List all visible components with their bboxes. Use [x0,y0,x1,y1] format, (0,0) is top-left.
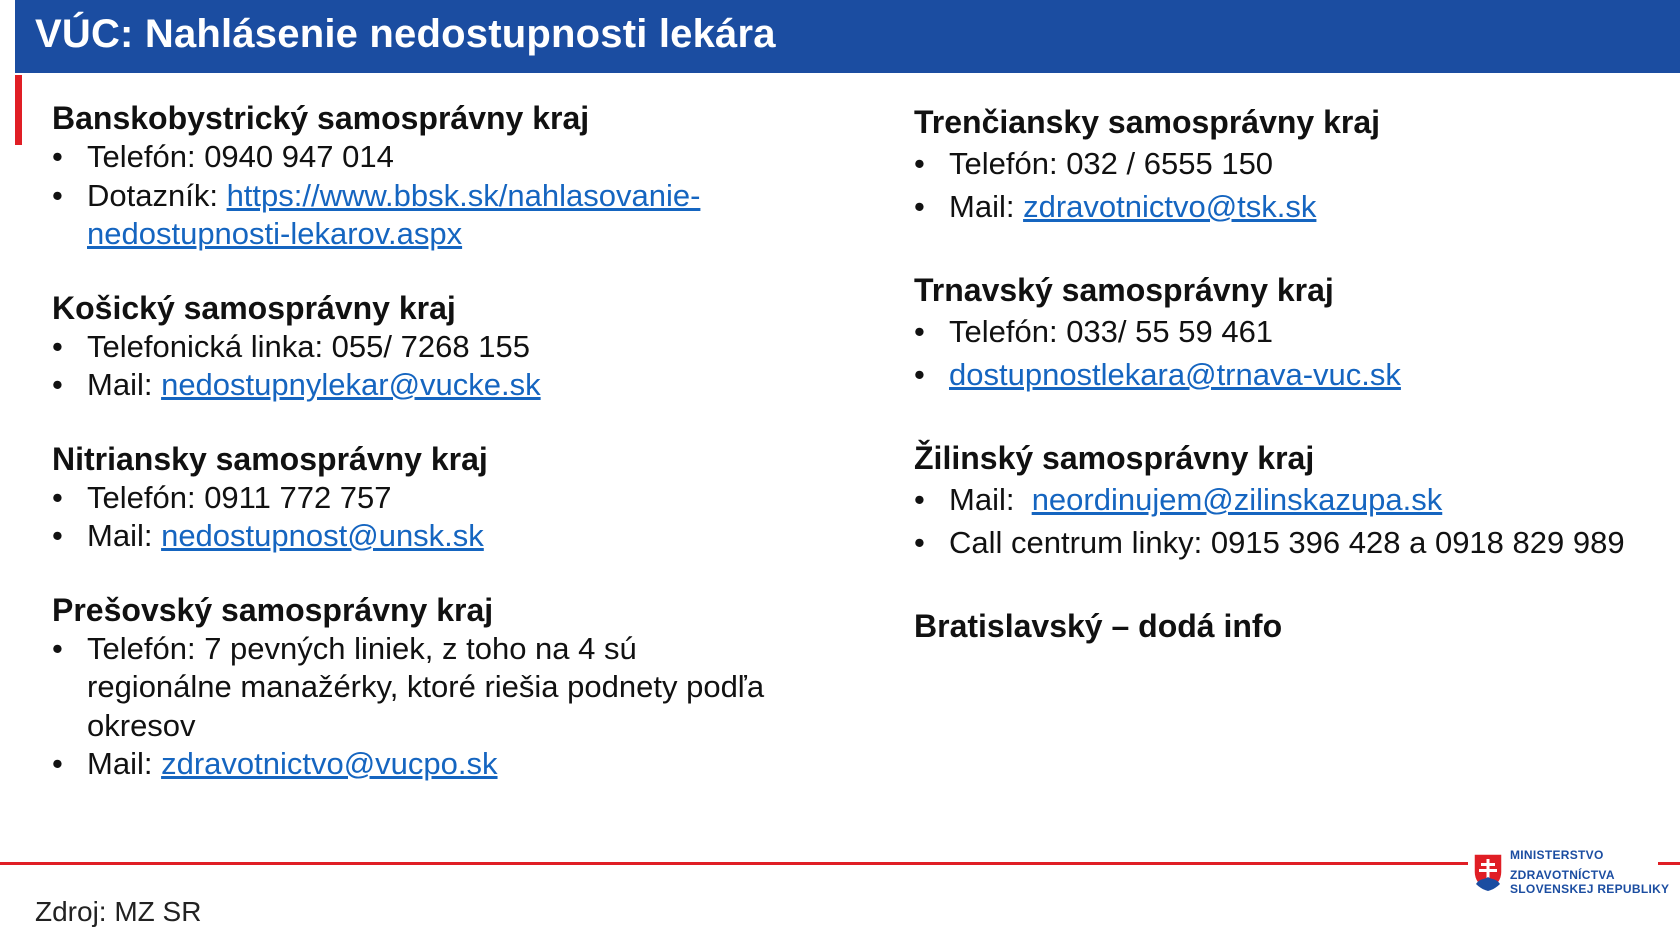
mail-item [52,517,812,556]
survey-item [52,177,812,254]
call-center-item: • Call centrum linky: 0915 396 428 a 0918 829 989 [914,521,1674,564]
mail-item [914,353,1674,396]
footer-divider [0,862,1468,865]
mail-label: Mail: [949,482,1032,517]
phone-item: • Telefón: 0940 947 014 [52,138,812,177]
mail-label: Mail: [87,746,162,781]
ministry-name [1510,848,1680,896]
region-nitriansky [52,439,812,556]
red-accent-bar [15,75,22,145]
mail-link[interactable]: dostupnostlekara@trnava-vuc.sk [949,357,1401,392]
phone-item: • Telefón: 7 pevných liniek, z toho na 4 sú regionálne manažérky, ktoré riešia podnety podľa okresov [52,630,787,746]
region-bratislavsky-heading: Bratislavský – dodá info [914,608,1283,644]
mail-label: Mail: [87,518,162,553]
region-zilinsky [914,438,1674,564]
region-heading: Košický samosprávny kraj [52,289,456,326]
contact-list [52,630,812,784]
mail-item [52,745,812,784]
contact-list [914,142,1674,228]
contact-list [52,479,812,556]
region-heading: Trnavský samosprávny kraj [914,272,1334,308]
mail-link[interactable]: zdravotnictvo@vucpo.sk [161,746,498,781]
contact-list [52,138,812,254]
mail-label: Mail: [87,367,162,402]
source-note: Zdroj: MZ SR [35,896,202,927]
logo-line-2: ZDRAVOTNÍCTVA [1510,868,1615,882]
mail-item [52,366,812,405]
mail-link[interactable]: nedostupnylekar@vucke.sk [161,367,541,402]
phone-item: • Telefonická linka: 055/ 7268 155 [52,328,812,367]
title-bar [15,0,1680,73]
logo-line-3: SLOVENSKEJ REPUBLIKY [1510,882,1670,896]
slovak-coat-of-arms-icon [1472,852,1504,892]
contact-list [914,310,1674,396]
survey-label: Dotazník: [87,177,227,213]
left-column [52,98,812,818]
contact-list [914,478,1674,564]
ministry-logo [1470,848,1675,898]
mail-link[interactable]: neordinujem@zilinskazupa.sk [1031,482,1443,517]
phone-item: • Telefón: 032 / 6555 150 [914,142,1674,185]
right-column [914,102,1674,646]
mail-link[interactable]: nedostupnost@unsk.sk [161,518,484,553]
survey-link[interactable]: https://www.bbsk.sk/nahlasovanie-nedostupnosti-lekarov.aspx [87,177,701,251]
region-kosicky [52,288,812,405]
contact-list [52,328,812,405]
region-presovsky [52,590,812,784]
phone-item: • Telefón: 0911 772 757 [52,479,812,518]
region-heading: Nitriansky samosprávny kraj [52,440,488,477]
mail-item [914,478,1674,521]
mail-link[interactable]: zdravotnictvo@tsk.sk [1023,189,1317,224]
region-heading: Žilinský samosprávny kraj [914,440,1315,476]
region-heading: Banskobystrický samosprávny kraj [52,100,590,136]
region-trenciansky [914,102,1674,228]
phone-item: • Telefón: 033/ 55 59 461 [914,310,1674,353]
mail-label: Mail: [949,189,1024,224]
page-title: VÚC: Nahlásenie nedostupnosti lekára [35,12,776,56]
logo-line-1: MINISTERSTVO [1510,848,1604,862]
region-banskobystricky [52,98,812,254]
region-trnavsky [914,270,1674,396]
region-heading: Trenčiansky samosprávny kraj [914,104,1381,140]
region-heading: Prešovský samosprávny kraj [52,591,494,628]
mail-item [914,185,1674,228]
